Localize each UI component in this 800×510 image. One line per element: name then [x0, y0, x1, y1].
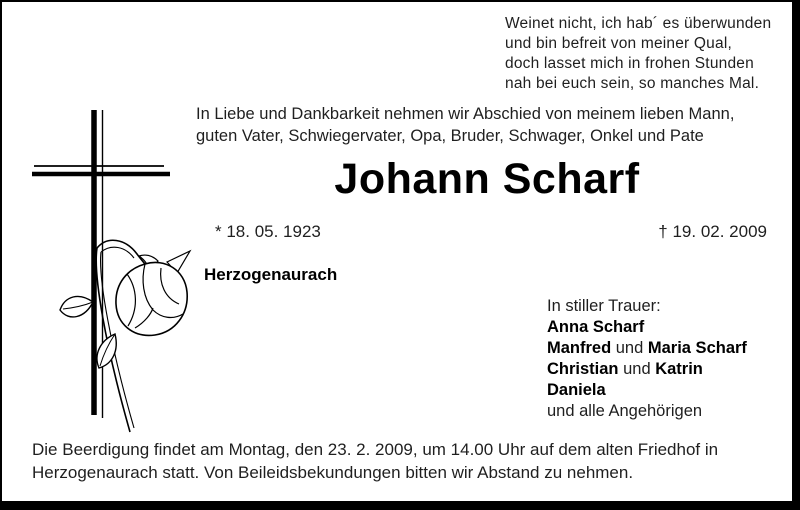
mourner-connector: und — [611, 339, 648, 357]
intro-text — [196, 103, 734, 147]
funeral-information — [32, 439, 718, 484]
mourner-name: Manfred — [547, 339, 612, 357]
place-name: Herzogenaurach — [204, 265, 338, 284]
funeral-line: Die Beerdigung findet am Montag, den 23. 2. 2009, um 14.00 Uhr auf dem alten Friedhof in — [32, 440, 719, 459]
mourner-line: und alle Angehörigen — [547, 402, 703, 420]
poem-line: und bin befreit von meiner Qual, — [505, 35, 732, 52]
mourner-line — [547, 359, 747, 380]
poem-line: nah bei euch sein, so manches Mal. — [505, 75, 760, 92]
mourners-heading: In stiller Trauer: — [547, 297, 661, 315]
funeral-line: Herzogenaurach statt. Von Beileidsbekundungen bitten wir Abstand zu nehmen. — [32, 462, 634, 482]
memorial-poem — [505, 14, 771, 94]
mourner-line — [547, 317, 747, 338]
poem-line: Weinet nicht, ich hab´ es überwunden — [505, 15, 772, 32]
death-date: † 19. 02. 2009 — [658, 222, 767, 241]
cross-with-rose-icon — [27, 102, 197, 437]
mourner-name: Katrin — [655, 360, 703, 378]
mourners-list — [547, 296, 747, 422]
mourner-name: Christian — [547, 360, 619, 378]
mourner-name: Anna Scharf — [547, 318, 645, 336]
intro-line: guten Vater, Schwiegervater, Opa, Bruder, Schwager, Onkel und Pate — [196, 127, 704, 145]
mourner-line — [547, 380, 747, 401]
poem-line: doch lasset mich in frohen Stunden — [505, 55, 754, 72]
deceased-name: Johann Scharf — [334, 155, 640, 203]
mourner-name: Daniela — [547, 381, 606, 399]
mourner-connector: und — [618, 360, 656, 378]
intro-line: In Liebe und Dankbarkeit nehmen wir Abschied von meinem lieben Mann, — [196, 105, 735, 123]
mourner-line — [547, 338, 747, 359]
mourner-name: Maria Scharf — [647, 339, 747, 357]
birth-date: * 18. 05. 1923 — [215, 222, 321, 241]
